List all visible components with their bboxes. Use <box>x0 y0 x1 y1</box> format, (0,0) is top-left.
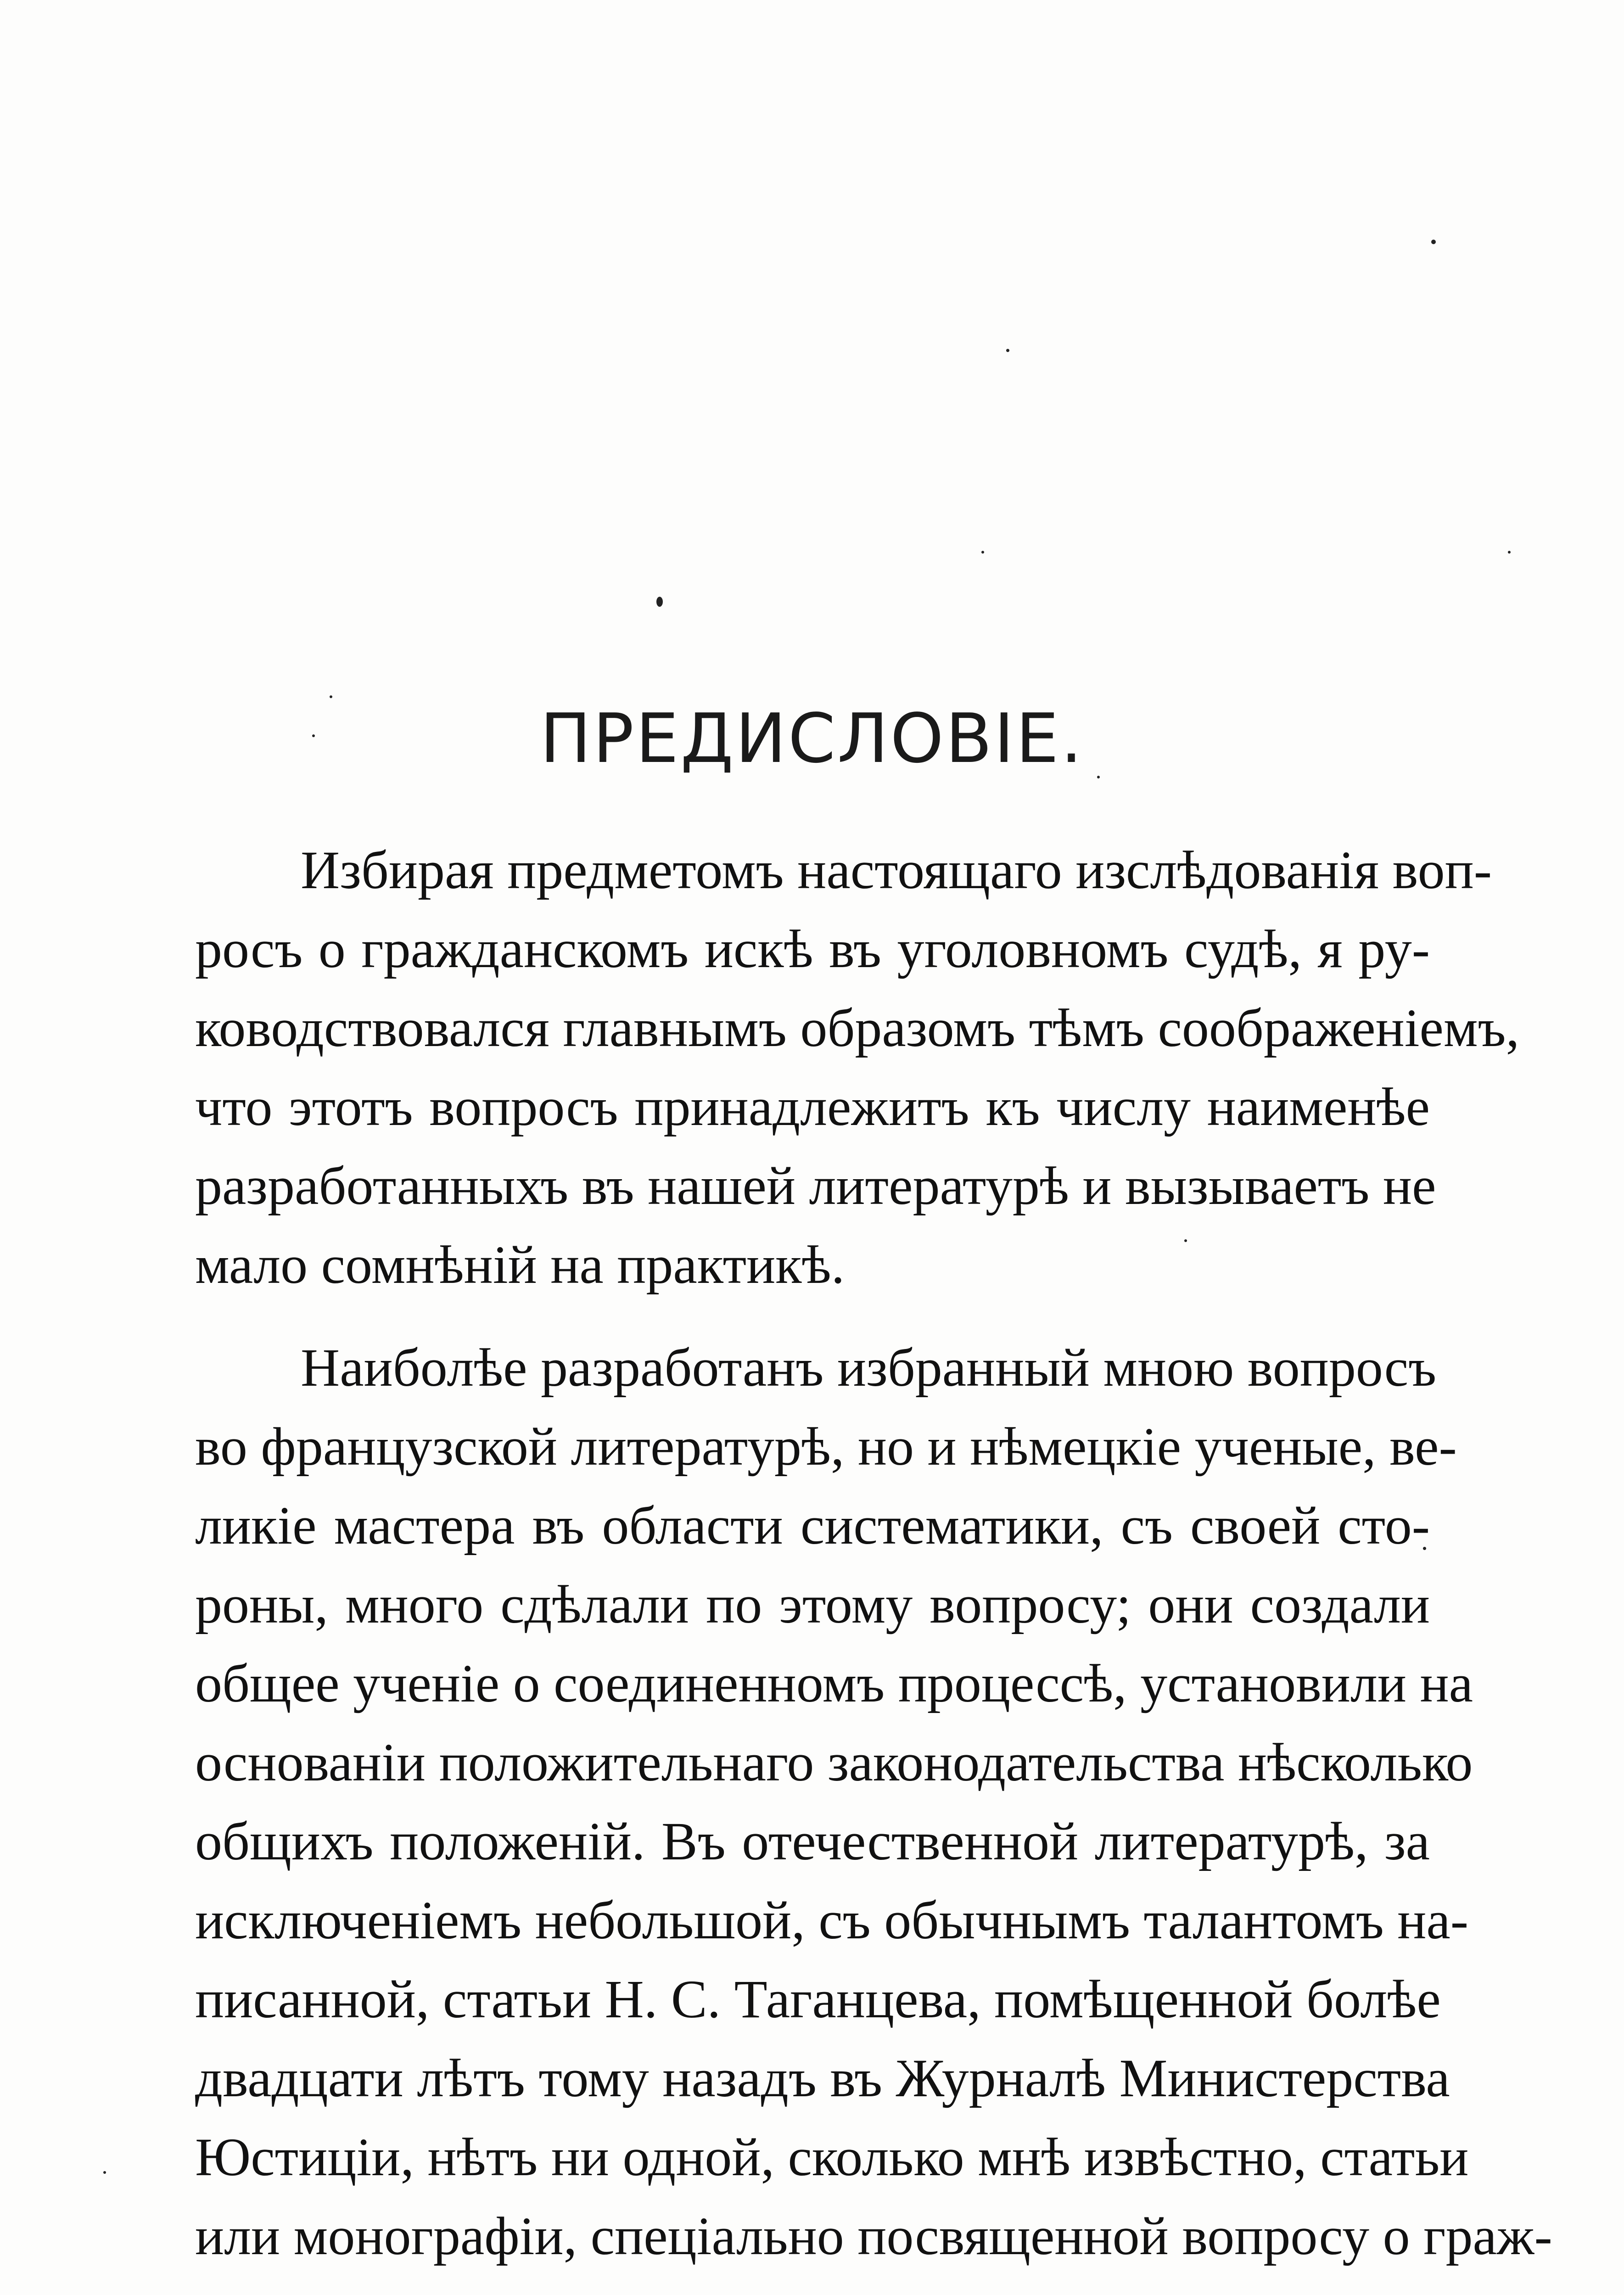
scan-speck <box>656 597 663 607</box>
text-line: общее ученіе о соединенномъ процессѣ, установили на <box>195 1653 1473 1713</box>
text-line: во французской литературѣ, но и нѣмецкіе ученые, ве- <box>195 1416 1457 1477</box>
text-line: ликіе мастера въ области систематики, съ своей сто- <box>195 1495 1430 1556</box>
scan-speck <box>981 551 984 554</box>
text-line: Юстиціи, нѣтъ ни одной, сколько мнѣ извѣстно, статьи <box>195 2127 1469 2187</box>
text-line: двадцати лѣтъ тому назадъ въ Журналѣ Министерства <box>195 2048 1450 2108</box>
paragraph <box>195 831 1520 1304</box>
scan-speck <box>330 695 332 698</box>
text-line: мало сомнѣній на практикѣ. <box>195 1235 845 1295</box>
scan-speck <box>1508 551 1511 554</box>
page-title: ПРЕДИСЛОВІЕ. <box>540 699 1084 778</box>
text-line: общихъ положеній. Въ отечественной литературѣ, за <box>195 1811 1430 1871</box>
text-line: ководствовался главнымъ образомъ тѣмъ соображеніемъ, <box>195 998 1520 1058</box>
text-line: основаніи положительнаго законодательства нѣсколько <box>195 1732 1473 1792</box>
text-line: роны, много сдѣлали по этому вопросу; они создали <box>195 1574 1430 1634</box>
text-line: или монографіи, спеціально посвященной вопросу о граж- <box>195 2206 1552 2266</box>
text-line: росъ о гражданскомъ искѣ въ уголовномъ судѣ, я ру- <box>195 919 1430 979</box>
scan-speck <box>1431 240 1436 244</box>
paragraph-spacer <box>195 1304 1430 1328</box>
text-line: исключеніемъ небольшой, съ обычнымъ талантомъ на- <box>195 1890 1469 1950</box>
text-line: разработанныхъ въ нашей литературѣ и вызываетъ не <box>195 1156 1436 1216</box>
scan-speck <box>1006 349 1009 352</box>
paragraph <box>195 1328 1552 2276</box>
body-text <box>195 831 1552 2276</box>
text-line: что этотъ вопросъ принадлежитъ къ числу наименѣе <box>195 1077 1430 1137</box>
text-line: писанной, статьи Н. С. Таганцева, помѣщенной болѣе <box>195 1969 1441 2029</box>
text-line: Наиболѣе разработанъ избранный мною вопросъ <box>301 1338 1437 1398</box>
scan-speck <box>1097 776 1100 778</box>
text-line: Избирая предметомъ настоящаго изслѣдованія воп- <box>301 840 1492 900</box>
scan-speck <box>103 2171 106 2174</box>
